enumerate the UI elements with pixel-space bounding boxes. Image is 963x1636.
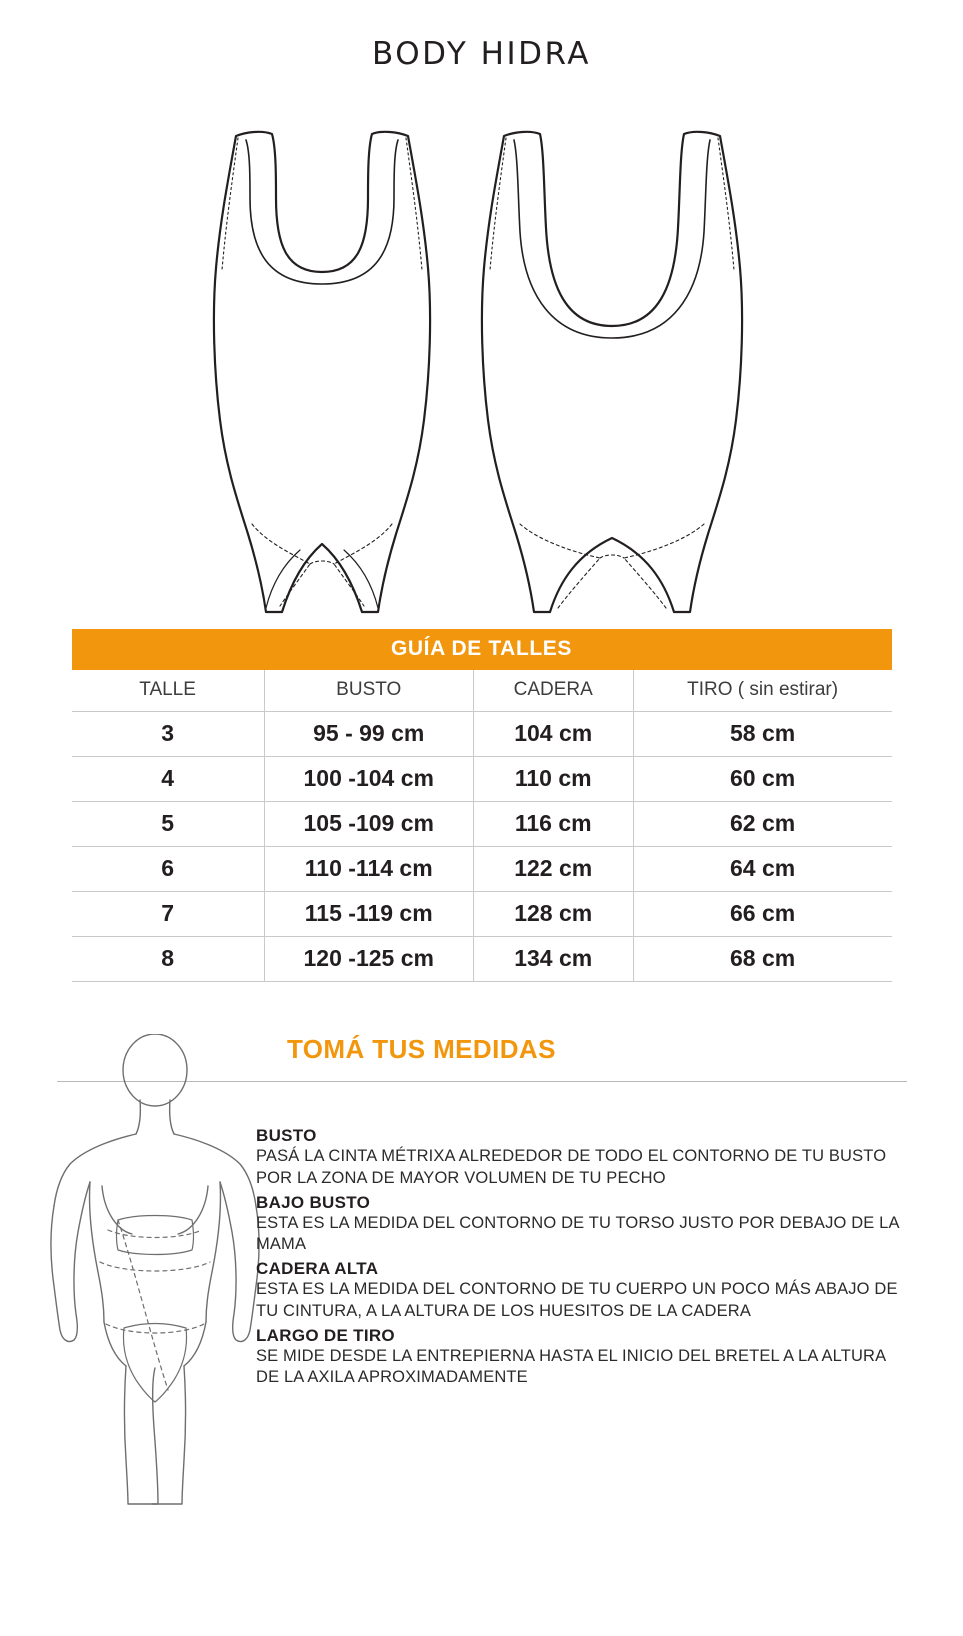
garment-illustration-svg	[0, 72, 963, 617]
cell-talle: 3	[72, 712, 265, 757]
cell-busto: 110 -114 cm	[264, 847, 473, 892]
cell-cadera: 110 cm	[473, 757, 633, 802]
table-row	[72, 892, 892, 937]
cell-busto: 95 - 99 cm	[264, 712, 473, 757]
cell-talle: 7	[72, 892, 265, 937]
column-header-talle: TALLE	[72, 670, 265, 712]
one-piece-swimsuit-back	[482, 132, 742, 612]
cell-cadera: 122 cm	[473, 847, 633, 892]
cell-talle: 5	[72, 802, 265, 847]
measurement-descriptions	[256, 1126, 906, 1392]
cell-talle: 6	[72, 847, 265, 892]
measure-text-busto: PASÁ LA CINTA MÉTRIXA ALREDEDOR DE TODO EL CONTORNO DE TU BUSTO POR LA ZONA DE MAYOR VOLUMEN DE TU PECHO	[256, 1147, 887, 1187]
cell-talle: 4	[72, 757, 265, 802]
cell-cadera: 128 cm	[473, 892, 633, 937]
one-piece-swimsuit-front	[214, 132, 430, 612]
page-title: BODY HIDRA	[372, 36, 591, 72]
measurements-section	[0, 1034, 963, 1534]
cell-tiro: 62 cm	[633, 802, 891, 847]
measure-label-largo-de-tiro: LARGO DE TIRO	[256, 1325, 395, 1345]
table-row	[72, 802, 892, 847]
cell-cadera: 104 cm	[473, 712, 633, 757]
cell-tiro: 58 cm	[633, 712, 891, 757]
table-row	[72, 757, 892, 802]
table-row	[72, 847, 892, 892]
body-figure-svg	[40, 1034, 270, 1514]
measure-item-largo-de-tiro	[256, 1326, 906, 1390]
measure-text-largo-de-tiro: SE MIDE DESDE LA ENTREPIERNA HASTA EL INICIO DEL BRETEL A LA ALTURA DE LA AXILA APROXIMADAMENTE	[256, 1346, 886, 1387]
column-header-cadera: CADERA	[473, 670, 633, 712]
cell-busto: 105 -109 cm	[264, 802, 473, 847]
measure-text-bajo-busto: ESTA ES LA MEDIDA DEL CONTORNO DE TU TORSO JUSTO POR DEBAJO DE LA MAMA	[256, 1213, 899, 1254]
column-header-tiro: TIRO ( sin estirar)	[633, 670, 891, 712]
cell-tiro: 66 cm	[633, 892, 891, 937]
cell-busto: 120 -125 cm	[264, 937, 473, 982]
table-header-row	[72, 670, 892, 712]
measure-text-cadera-alta: ESTA ES LA MEDIDA DEL CONTORNO DE TU CUERPO UN POCO MÁS ABAJO DE TU CINTURA, A LA ALTURA DE LOS HUESITOS DE LA CADERA	[256, 1280, 898, 1320]
table-row	[72, 937, 892, 982]
table-row	[72, 712, 892, 757]
measure-item-cadera-alta	[256, 1259, 906, 1323]
cell-cadera: 116 cm	[473, 802, 633, 847]
size-guide-table	[72, 629, 892, 982]
cell-cadera: 134 cm	[473, 937, 633, 982]
column-header-busto: BUSTO	[264, 670, 473, 712]
cell-talle: 8	[72, 937, 265, 982]
female-body-measurement-diagram	[40, 1034, 270, 1519]
measure-label-bajo-busto: BAJO BUSTO	[256, 1192, 371, 1212]
garment-illustrations	[0, 72, 963, 617]
cell-busto: 100 -104 cm	[264, 757, 473, 802]
size-guide-heading: GUÍA DE TALLES	[72, 629, 892, 670]
measurements-title: TOMÁ TUS MEDIDAS	[287, 1034, 556, 1064]
measure-label-busto: BUSTO	[256, 1126, 317, 1145]
cell-tiro: 68 cm	[633, 937, 891, 982]
cell-tiro: 64 cm	[633, 847, 891, 892]
measure-item-bajo-busto	[256, 1193, 906, 1257]
cell-busto: 115 -119 cm	[264, 892, 473, 937]
sizes-table	[72, 670, 892, 982]
cell-tiro: 60 cm	[633, 757, 891, 802]
measure-item-busto	[256, 1126, 906, 1190]
measure-label-cadera-alta: CADERA ALTA	[256, 1259, 379, 1279]
